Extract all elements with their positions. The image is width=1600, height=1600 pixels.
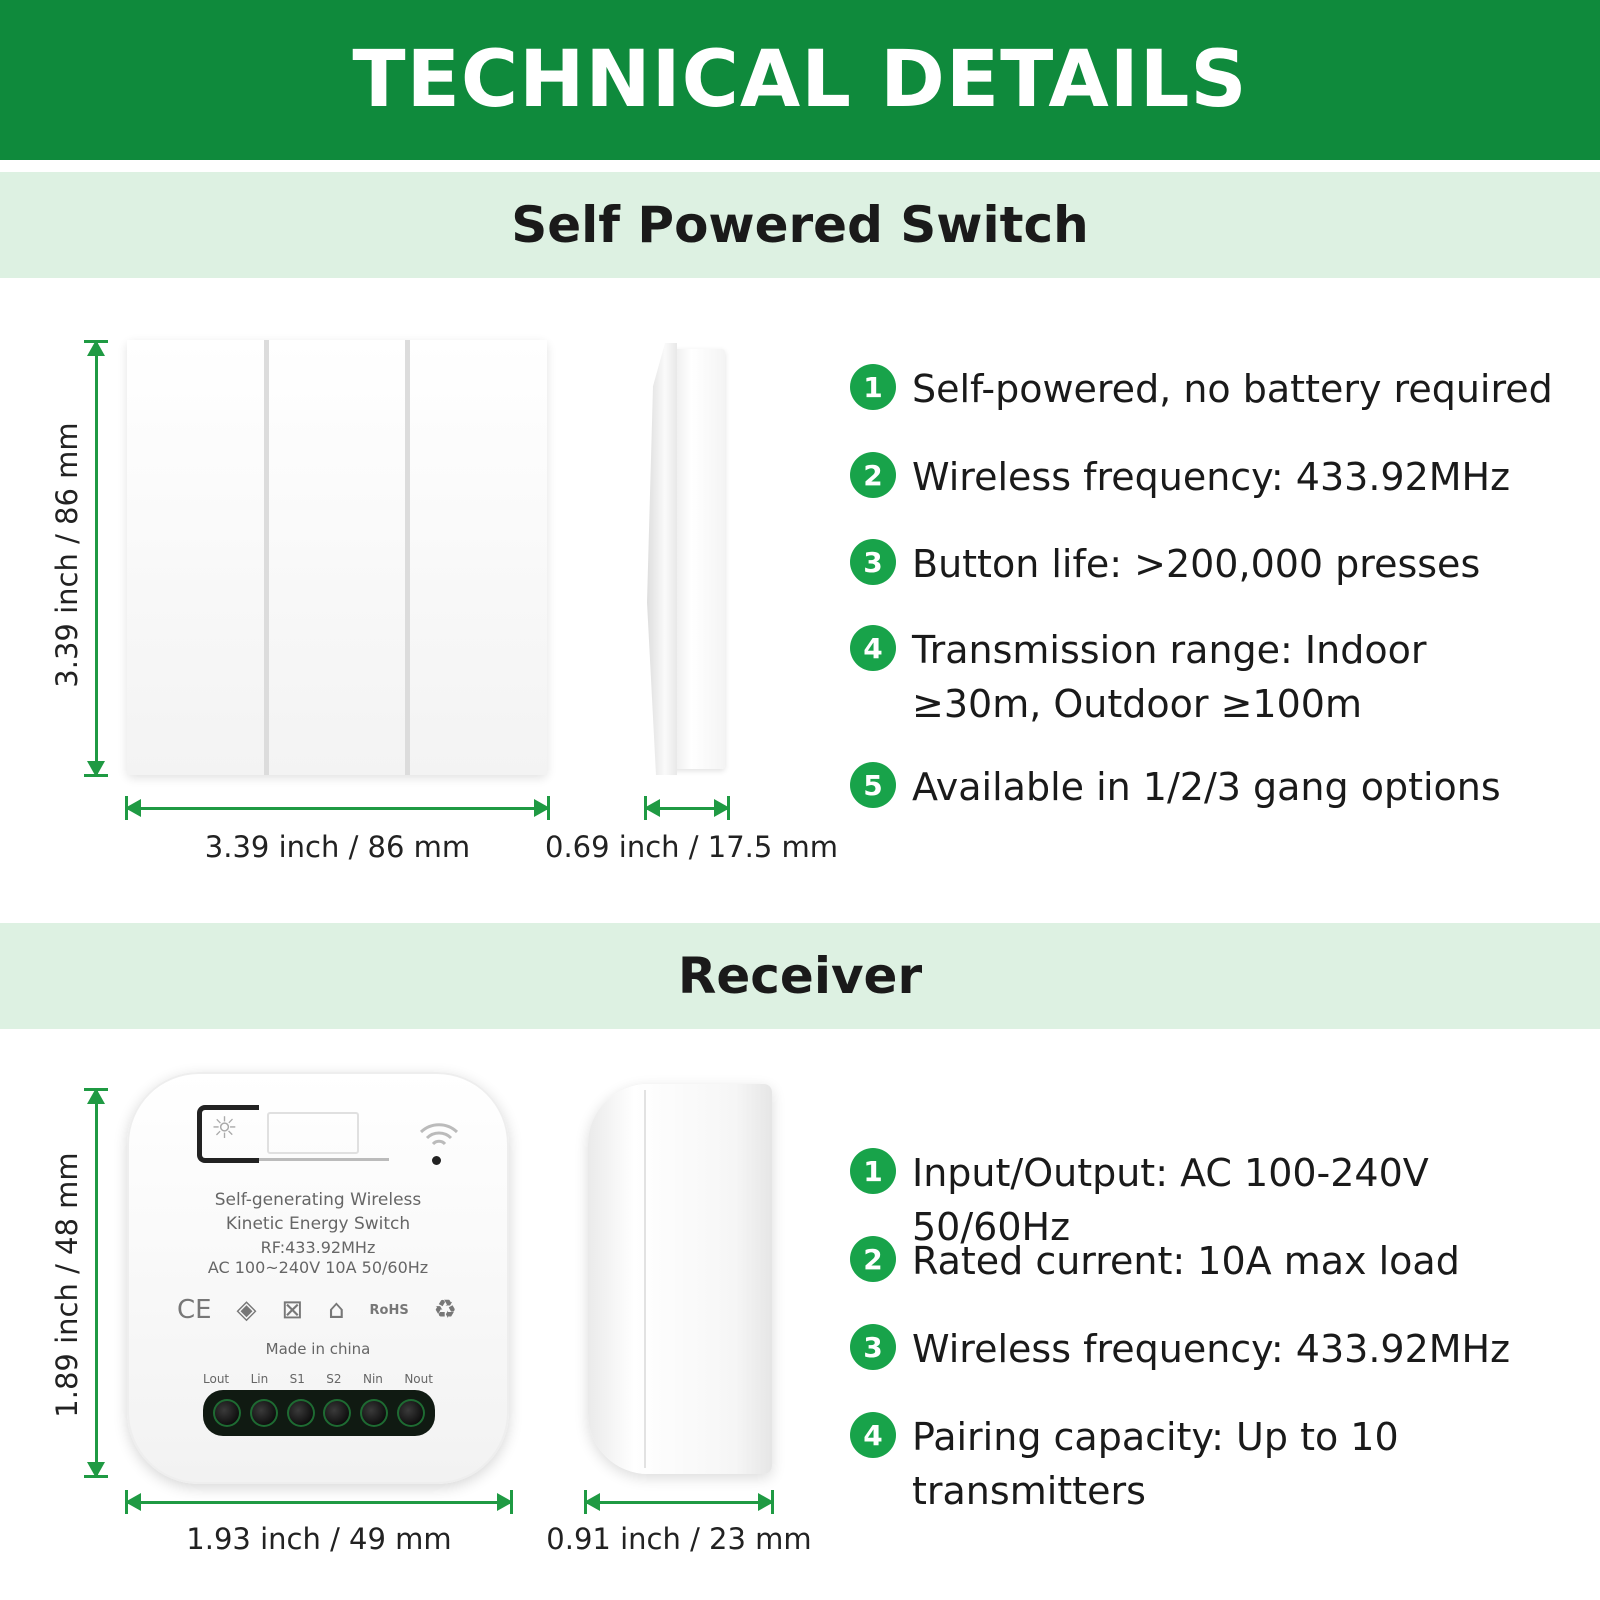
receiver-feature-2 (850, 1234, 1590, 1288)
receiver-height-label: 1.89 inch / 48 mm (50, 1152, 84, 1418)
switch-height-label: 3.39 inch / 86 mm (50, 422, 84, 688)
number-badge-icon: 4 (850, 625, 896, 671)
feature-text: Wireless frequency: 433.92MHz (912, 455, 1511, 499)
wifi-icon (417, 1114, 461, 1150)
made-in-label: Made in china (265, 1340, 371, 1358)
switch-width-label: 3.39 inch / 86 mm (204, 830, 471, 864)
terminal-labels (203, 1372, 433, 1386)
receiver-section-title: Receiver (677, 947, 923, 1005)
feature-text: Self-powered, no battery required (912, 367, 1553, 411)
number-badge-icon: 2 (850, 452, 896, 498)
screw-terminal-icon (397, 1399, 425, 1427)
feature-text: Button life: >200,000 presses (912, 542, 1481, 586)
number-badge-icon: 1 (850, 1148, 896, 1194)
feature-text: Available in 1/2/3 gang options (912, 765, 1501, 809)
receiver-side-image (588, 1084, 772, 1474)
switch-depth-label: 0.69 inch / 17.5 mm (545, 830, 839, 864)
class-ii-icon: ◈ (236, 1295, 257, 1325)
switch-gang-3 (410, 340, 547, 775)
receiver-width-dimension (125, 1490, 513, 1514)
feature-text: Transmission range: Indoor ≥30m, Outdoor ≥100m (912, 628, 1427, 726)
receiver-depth-dimension (584, 1490, 774, 1514)
number-badge-icon: 5 (850, 762, 896, 808)
receiver-height-dimension (84, 1088, 108, 1478)
feature-text: Rated current: 10A max load (912, 1239, 1460, 1283)
switch-side-image (647, 343, 729, 775)
screw-terminal-icon (287, 1399, 315, 1427)
screw-terminal-icon (360, 1399, 388, 1427)
light-indicator-icon: ☼ (211, 1111, 238, 1146)
number-badge-icon: 3 (850, 1324, 896, 1370)
screw-terminal-icon (213, 1399, 241, 1427)
device-label-line-4: AC 100~240V 10A 50/60Hz (207, 1258, 429, 1277)
screw-terminal-icon (323, 1399, 351, 1427)
terminal-label: Nout (404, 1372, 433, 1386)
certification-icons (177, 1290, 457, 1330)
terminal-label: S2 (326, 1372, 342, 1386)
terminal-label: S1 (289, 1372, 305, 1386)
page-title: TECHNICAL DETAILS (352, 35, 1248, 125)
switch-feature-4 (850, 623, 1550, 731)
ce-mark-icon: CE (177, 1295, 212, 1325)
switch-section-header (0, 172, 1600, 278)
receiver-front-image (127, 1072, 509, 1484)
receiver-feature-3 (850, 1322, 1590, 1376)
number-badge-icon: 3 (850, 539, 896, 585)
feature-text: Input/Output: AC 100-240V 50/60Hz (912, 1151, 1429, 1249)
receiver-width-label: 1.93 inch / 49 mm (186, 1522, 452, 1556)
switch-width-dimension (125, 796, 550, 820)
device-label-line-3: RF:433.92MHz (260, 1238, 376, 1257)
switch-height-dimension (84, 340, 108, 777)
terminal-label: Nin (362, 1372, 383, 1386)
header-banner (0, 0, 1600, 160)
receiver-depth-label: 0.91 inch / 23 mm (546, 1522, 812, 1556)
switch-depth-dimension (644, 796, 730, 820)
receiver-feature-4 (850, 1410, 1590, 1518)
terminal-label: Lout (203, 1372, 230, 1386)
indoor-use-icon: ⌂ (328, 1295, 345, 1325)
number-badge-icon: 2 (850, 1236, 896, 1282)
led-indicator (432, 1156, 441, 1165)
switch-section-title: Self Powered Switch (511, 196, 1089, 254)
number-badge-icon: 4 (850, 1412, 896, 1458)
weee-bin-icon: ⊠ (281, 1295, 304, 1325)
switch-feature-1 (850, 362, 1590, 416)
switch-front-image (127, 340, 547, 775)
feature-text: Wireless frequency: 433.92MHz (912, 1327, 1511, 1371)
recycle-icon: ♻ (433, 1295, 457, 1325)
terminal-block (203, 1390, 435, 1436)
device-label-line-1: Self-generating Wireless (214, 1190, 422, 1210)
switch-gang-2 (269, 340, 411, 775)
switch-feature-2 (850, 450, 1590, 504)
screw-terminal-icon (250, 1399, 278, 1427)
device-label-line-2: Kinetic Energy Switch (225, 1214, 411, 1234)
switch-gang-1 (127, 340, 269, 775)
rohs-icon: RoHS (369, 1302, 409, 1318)
number-badge-icon: 1 (850, 364, 896, 410)
receiver-section-header (0, 923, 1600, 1029)
switch-feature-5 (850, 760, 1590, 814)
switch-feature-3 (850, 537, 1590, 591)
terminal-label: Lin (250, 1372, 269, 1386)
feature-text: Pairing capacity: Up to 10 transmitters (912, 1415, 1399, 1513)
